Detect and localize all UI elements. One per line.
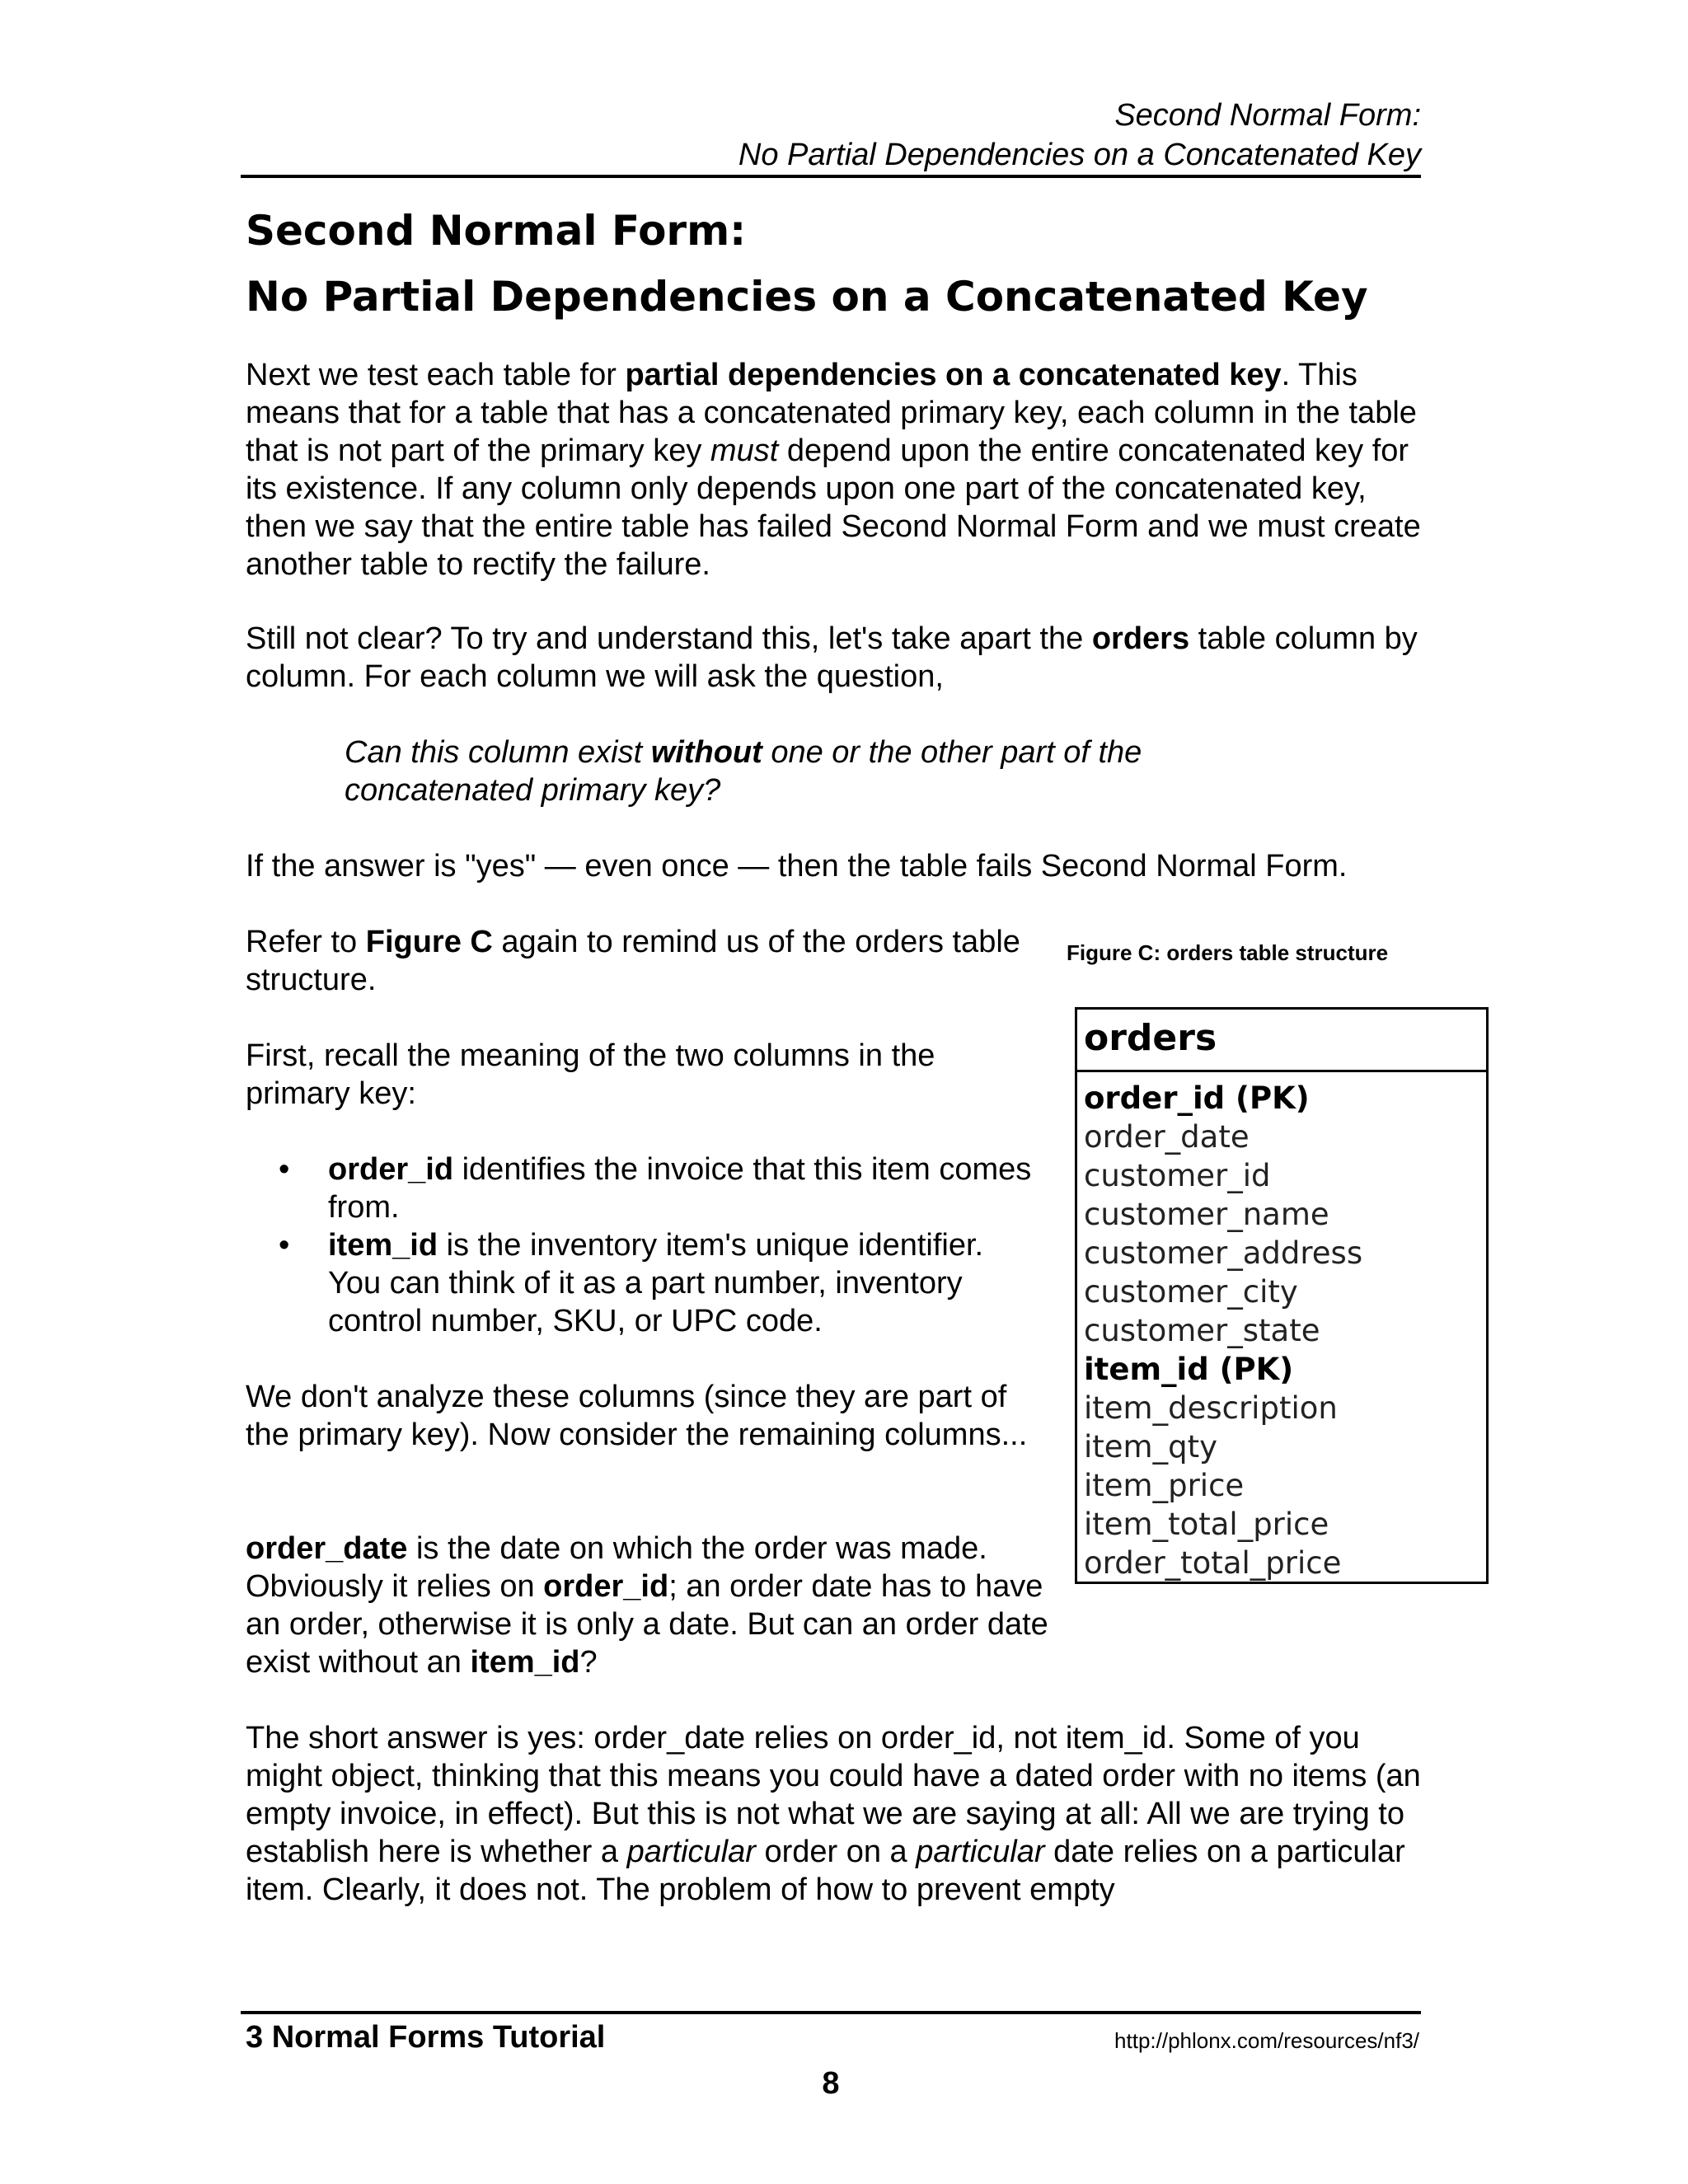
figure-column: item_price [1084, 1468, 1245, 1503]
bullet-icon: • [279, 1228, 290, 1263]
bold-term: order_date [246, 1531, 408, 1566]
text-run: is the date on which the order was made. Obviously it relies on [246, 1531, 987, 1604]
figure-column: item_description [1084, 1390, 1338, 1426]
paragraph-intro [246, 356, 1432, 583]
figure-column: order_total_price [1084, 1545, 1342, 1581]
figure-column-list [1077, 1072, 1486, 1582]
bold-term: partial dependencies on a concatenated key [625, 358, 1282, 392]
list-item [246, 1226, 1037, 1340]
section-title [246, 198, 1368, 330]
italic-term: particular [916, 1835, 1045, 1869]
paragraph-refer-figure [246, 923, 1037, 999]
text-run: Refer to [246, 925, 366, 959]
bold-term: item_id [328, 1228, 438, 1263]
bold-term: orders [1091, 621, 1190, 656]
figure-column: customer_id [1084, 1158, 1271, 1193]
bold-term: item_id [470, 1645, 580, 1680]
text-run: depend upon the entire concatenated key for its existence. If any column only depends upon one part of the concatenated key, then we say that the entire table has failed Second Normal Form and we must create another table to rectify the failure. [246, 434, 1421, 582]
text-run: date relies on a particular item. Clearly, it does not. The problem of how to prevent empty [246, 1835, 1405, 1907]
text-run: Next we test each table for [246, 358, 626, 392]
text-run: table column by column. For each column we will ask the question, [246, 621, 1418, 694]
italic-term: particular [626, 1835, 756, 1869]
header-divider [241, 175, 1421, 178]
running-header-line1: Second Normal Form: [1114, 98, 1421, 133]
bold-term: order_id [328, 1152, 454, 1187]
text-run: ; an order date has to have an order, otherwise it is only a date. But can an order date exist without an [246, 1569, 1048, 1680]
running-header [241, 96, 1421, 175]
figure-column: item_qty [1084, 1429, 1217, 1465]
figure-column: customer_name [1084, 1197, 1329, 1232]
orders-table-figure [1075, 1007, 1489, 1584]
paragraph-recall-keys: First, recall the meaning of the two columns in the primary key: [246, 1038, 935, 1111]
text-run: The short answer is yes: order_date relies on order_id, not item_id. Some of you might object, thinking that this means you could have a dated order with no items (an empty invoice, in effect). But this is not what we are saying at all: All we are trying to establish here is whether a [246, 1721, 1421, 1869]
section-title-line2: No Partial Dependencies on a Concatenated Key [246, 273, 1368, 321]
text-run: Can this column exist [345, 735, 651, 770]
paragraph-answer-rule: If the answer is "yes" — even once — then the table fails Second Normal Form. [246, 849, 1348, 883]
list-item [246, 1151, 1037, 1226]
figure-pk-column: order_id (PK) [1084, 1080, 1310, 1116]
figure-column: order_date [1084, 1119, 1250, 1155]
text-run: identifies the invoice that this item comes from. [328, 1152, 1032, 1225]
text-run: is the inventory item's unique identifier. You can think of it as a part number, inventory control number, SKU, or UPC code. [328, 1228, 984, 1338]
text-run: again to remind us of the orders table structure. [246, 925, 1020, 997]
section-title-line1: Second Normal Form: [246, 207, 747, 255]
figure-column: customer_state [1084, 1313, 1320, 1348]
paragraph-still-not-clear [246, 620, 1432, 696]
question-quote [345, 733, 1251, 809]
bullet-icon: • [279, 1152, 290, 1187]
footer-title: 3 Normal Forms Tutorial [246, 2020, 606, 2055]
paragraph-short-answer [246, 1719, 1432, 1909]
text-run: Still not clear? To try and understand this, let's take apart the [246, 621, 1092, 656]
running-header-line2: No Partial Dependencies on a Concatenated Key [738, 138, 1421, 172]
bold-term: without [650, 735, 762, 770]
figure-caption: Figure C: orders table structure [1067, 940, 1389, 965]
paragraph-remaining-columns: We don't analyze these columns (since they are part of the primary key). Now consider the remaining columns... [246, 1380, 1028, 1452]
figure-column: customer_address [1084, 1235, 1363, 1271]
bold-term: order_id [543, 1569, 669, 1604]
key-columns-list [246, 1151, 1037, 1340]
italic-term: must [710, 434, 779, 468]
text-run: . This means that for a table that has a concatenated primary key, each column in the table that is not part of the primary key [246, 358, 1417, 468]
figure-column: customer_city [1084, 1274, 1298, 1310]
figure-pk-column: item_id (PK) [1084, 1352, 1294, 1387]
figure-table-name: orders [1077, 1010, 1486, 1072]
text-run: ? [579, 1645, 598, 1680]
figure-reference: Figure C [365, 925, 493, 959]
paragraph-order-date [246, 1530, 1070, 1681]
text-run: one or the other part of the concatenated primary key? [345, 735, 1142, 808]
page-number: 8 [822, 2066, 840, 2101]
text-run: order on a [755, 1835, 917, 1869]
figure-column: item_total_price [1084, 1507, 1329, 1542]
footer-url: http://phlonx.com/resources/nf3/ [1114, 2028, 1419, 2053]
